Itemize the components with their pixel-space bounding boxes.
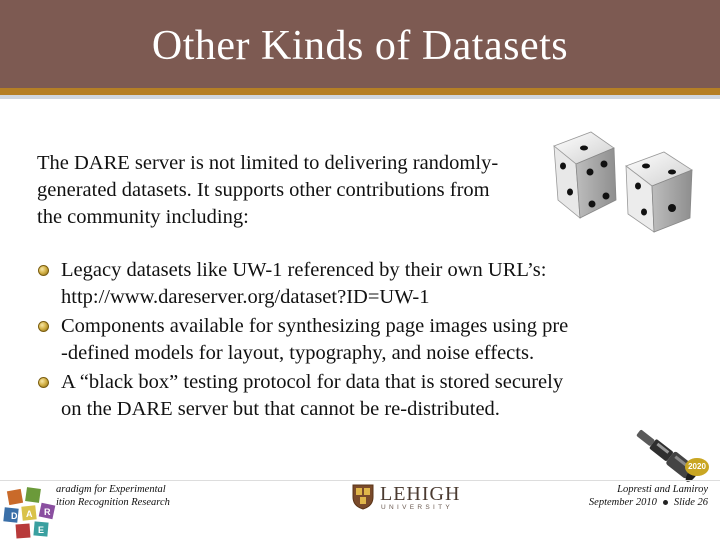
bullet-line: A “black box” testing protocol for data that is stored securely [61,371,564,393]
footer-credits [488,483,708,509]
bullet-line: Legacy datasets like UW-1 referenced by their own URL’s: [61,259,547,281]
dare-logo [2,484,62,540]
slide-title: Other Kinds of Datasets [151,23,569,69]
svg-text:D: D [11,511,18,521]
separator-dot-icon [663,500,668,505]
bullet-dot-icon [38,321,49,332]
intro-paragraph: The DARE server is not limited to delivering randomly-generated datasets. It supports other contributions from the community including: [37,152,499,228]
footer-authors: Lopresti and Lamiroy [617,484,708,495]
svg-text:A: A [26,509,33,519]
footer-project-caption [56,483,246,509]
lehigh-wordmark: LEHIGH [380,483,461,505]
footer-left-line: aradigm for Experimental [56,484,166,495]
footer-date-slide [488,496,708,509]
footer-date: September 2010 [588,497,657,508]
title-bar [0,0,720,88]
bullet-line: http://www.dareserver.org/dataset?ID=UW-1 [61,286,430,308]
list-item [38,257,678,311]
bullet-dot-icon [38,265,49,276]
telescope-image [628,426,712,488]
dice-image [546,126,696,234]
bullet-list [38,257,678,425]
bullet-line: Components available for synthesizing page images using pre [61,315,569,337]
bullet-line: -defined models for layout, typography, and noise effects. [61,342,535,364]
footer-left-line: ition Recognition Research [56,497,170,508]
bullet-line: on the DARE server but that cannot be re-distributed. [61,398,500,420]
title-accent-rule [0,88,720,95]
slide-number: Slide 26 [673,497,708,508]
svg-text:R: R [44,507,51,517]
bullet-dot-icon [38,377,49,388]
svg-text:E: E [38,525,45,535]
lehigh-subtitle: UNIVERSITY [381,504,454,511]
footer-divider [0,480,720,481]
title-shadow-rule [0,95,720,99]
list-item [38,313,678,367]
year-badge: 2020 [685,458,709,476]
list-item [38,369,678,423]
lehigh-shield [352,484,374,510]
